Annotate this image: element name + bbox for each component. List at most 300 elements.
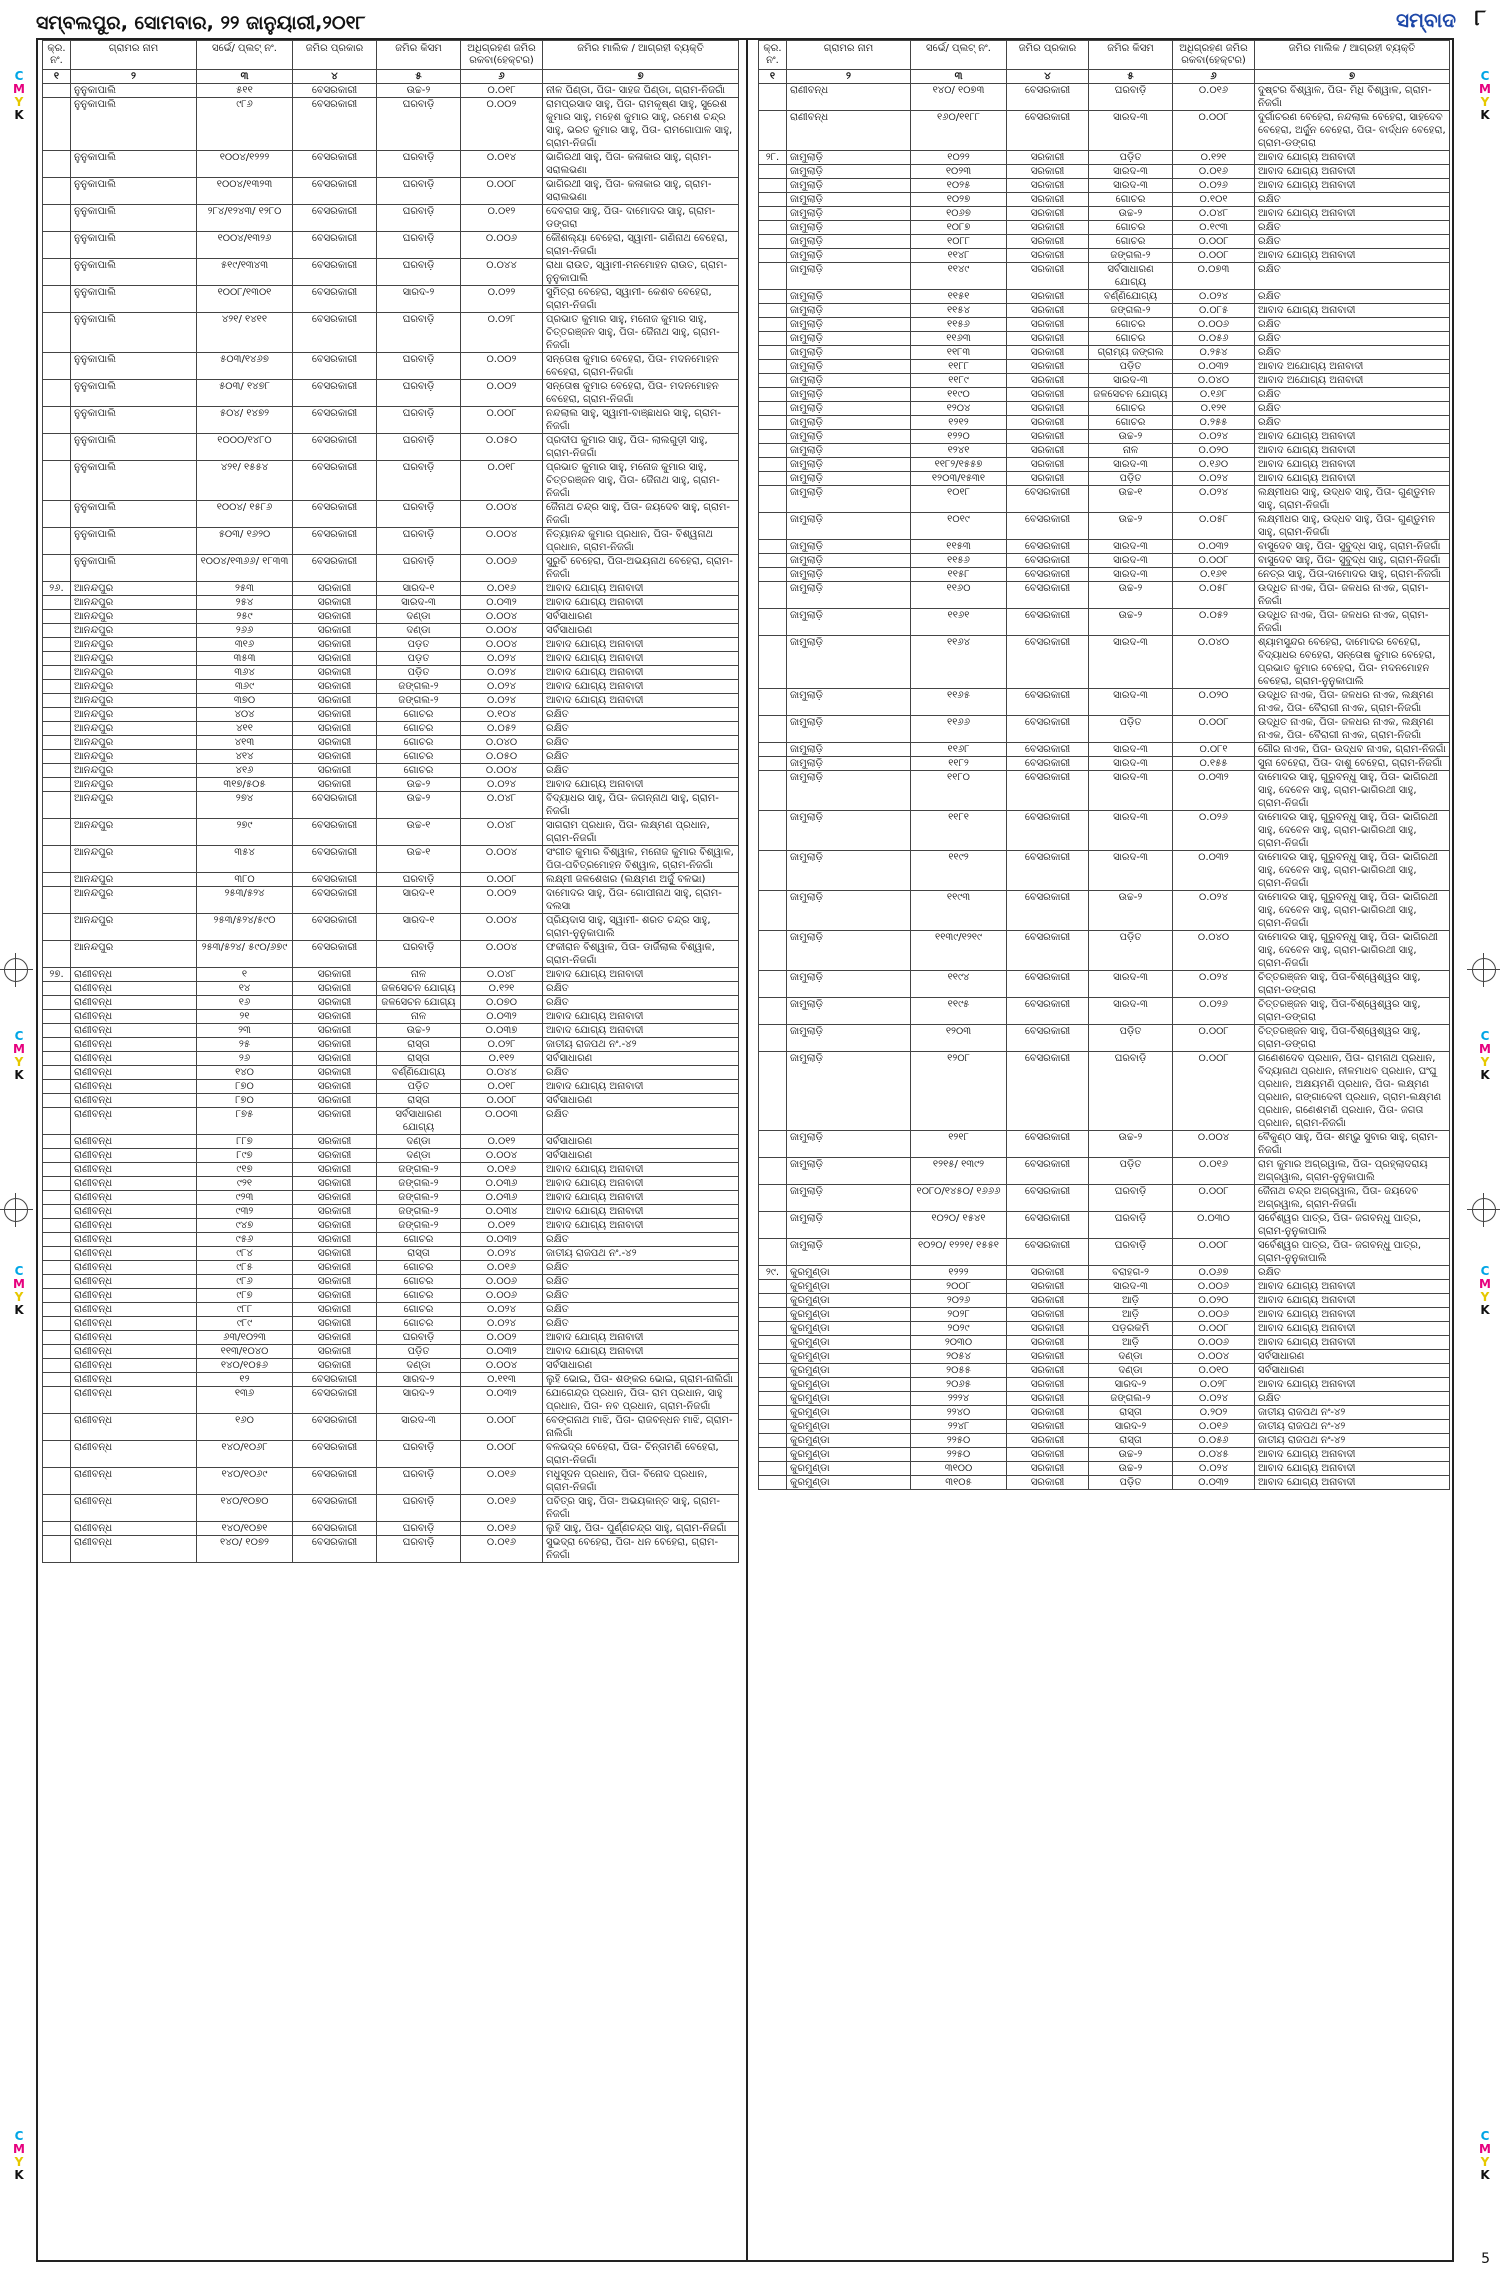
area-cell: ୦.୦୩୨ xyxy=(461,596,543,610)
plot-cell: ୯୮୮ xyxy=(197,1303,293,1317)
serial-cell xyxy=(43,259,71,286)
area-cell: ୦.୦୧୬ xyxy=(461,582,543,596)
table-row xyxy=(43,778,739,792)
plot-cell: ୮୮୭ xyxy=(197,1135,293,1149)
owner-cell: ପ୍ରଦୀପ କୁମାର ସାହୁ, ପିତା- ଲାଲଗୁଡ଼ୀ ସାହୁ, ଗ୍ରାମ-ନିଜଗାଁ xyxy=(543,434,739,461)
plot-cell: ୪୧୬ xyxy=(197,764,293,778)
land-class-cell: ଦଣ୍ଡା xyxy=(377,1359,461,1373)
area-cell: ୦.୦୦୮ xyxy=(1173,1239,1255,1266)
owner-cell: ଦୁର୍ଗାଚରଣ ବେହେରା, ନନ୍ଦଲାଲ ବେହେରା, ସାହଦେବ ବେହେରା, ଅର୍ଜ଼ୁନ ବେହେରା, ପିତା- ବାର୍ଦ୍ଧନ ବେହେରା, ଗ୍ରାମ-ଡଙ୍ଗରା xyxy=(1255,111,1450,151)
serial-cell xyxy=(43,1275,71,1289)
plot-cell: ୧୨୦୩/୧୫୩୧ xyxy=(911,472,1007,486)
serial-cell xyxy=(759,1308,787,1322)
owner-cell: ଆବାଦ ଯୋଗ୍ୟ ଅନାବାଦୀ xyxy=(543,778,739,792)
header-land-type: ଜମିର ପ୍ରକାର xyxy=(1007,41,1089,70)
plot-cell: ୧୦୦୪/୧୩୨୬ xyxy=(197,232,293,259)
serial-cell xyxy=(759,971,787,998)
table-row xyxy=(43,1468,739,1495)
table-row xyxy=(759,1308,1450,1322)
village-cell: ଜାମୁଲାଡ଼ି xyxy=(787,1158,911,1185)
owner-cell: ଆବାଦ ଯୋଗ୍ୟ ଅନାବାଦୀ xyxy=(1255,1378,1450,1392)
plot-cell: ୧୧୪୮ xyxy=(911,249,1007,263)
land-class-cell: ସାରଦ-୩ xyxy=(1089,1280,1173,1294)
serial-cell xyxy=(43,638,71,652)
village-cell: ଆନନ୍ଦପୁର xyxy=(71,652,197,666)
village-cell: ରାଣୀବନ୍ଧ xyxy=(71,1261,197,1275)
village-cell: ରାଣୀବନ୍ଧ xyxy=(71,1536,197,1563)
land-type-cell: ସରକାରୀ xyxy=(1007,388,1089,402)
plot-cell: ୧୨୦୩ xyxy=(911,1025,1007,1052)
column-number: ୫ xyxy=(377,70,461,84)
owner-cell: ରକ୍ଷିତ xyxy=(1255,235,1450,249)
area-cell: ୦.୦୨୦ xyxy=(1173,689,1255,716)
village-cell: ଜାମୁଲାଡ଼ି xyxy=(787,263,911,290)
land-type-cell: ସରକାରୀ xyxy=(1007,1350,1089,1364)
land-type-cell: ବେସରକାରୀ xyxy=(1007,851,1089,891)
table-row xyxy=(759,221,1450,235)
plot-cell: ୨୭୪ xyxy=(197,792,293,819)
village-cell: ଜାମୁଲାଡ଼ି xyxy=(787,444,911,458)
owner-cell: ଆବାଦ ଯୋଗ୍ୟ ଅନାବାଦୀ xyxy=(1255,179,1450,193)
area-cell: ୦.୦୧୨ xyxy=(461,1135,543,1149)
village-cell: ଜାମୁଲାଡ଼ି xyxy=(787,851,911,891)
serial-cell xyxy=(43,1149,71,1163)
table-row xyxy=(43,1261,739,1275)
area-cell: ୦.୦୦୨ xyxy=(461,353,543,380)
land-type-cell: ସରକାରୀ xyxy=(293,736,377,750)
village-cell: ଆନନ୍ଦପୁର xyxy=(71,736,197,750)
table-row xyxy=(43,555,739,582)
serial-cell xyxy=(759,998,787,1025)
plot-cell: ୧୧୮୩ xyxy=(911,346,1007,360)
area-cell: ୦.୦୪୦ xyxy=(1173,636,1255,689)
land-class-cell: ଜଳସେଚନ ଯୋଗ୍ୟ xyxy=(377,996,461,1010)
area-cell: ୦.୦୦୮ xyxy=(1173,1052,1255,1131)
land-type-cell: ସରକାରୀ xyxy=(293,666,377,680)
plot-cell: ୧ xyxy=(197,968,293,982)
plot-cell: ୧୦୮୮ xyxy=(911,235,1007,249)
land-type-cell: ବେସରକାରୀ xyxy=(293,1495,377,1522)
table-row xyxy=(43,1177,739,1191)
area-cell: ୦.୧୦୧ xyxy=(1173,193,1255,207)
owner-cell: ଭାଗିରଥୀ ସାହୁ, ପିତା- କଳାକାର ସାହୁ, ଗ୍ରାମ-ସରାଲଭଣା xyxy=(543,178,739,205)
serial-cell xyxy=(759,84,787,111)
area-cell: ୦.୦୫୨ xyxy=(461,722,543,736)
village-cell: ନୁନୁକାପାଲି xyxy=(71,205,197,232)
land-class-cell: ଗୋଚର xyxy=(1089,221,1173,235)
land-type-cell: ସରକାରୀ xyxy=(1007,263,1089,290)
area-cell: ୦.୦୨୪ xyxy=(461,1247,543,1261)
land-type-cell: ସରକାରୀ xyxy=(1007,290,1089,304)
area-cell: ୦.୦୦୬ xyxy=(1173,318,1255,332)
land-type-cell: ସରକାରୀ xyxy=(293,1359,377,1373)
plot-cell: ୧୦୦୪/୧୩୬୬/ ୧୮୩୩ xyxy=(197,555,293,582)
table-row xyxy=(759,1266,1450,1280)
plot-cell: ୧୦୬୭ xyxy=(911,207,1007,221)
serial-cell: ୨୯. xyxy=(759,1266,787,1280)
land-type-cell: ବେସରକାରୀ xyxy=(293,286,377,313)
land-type-cell: ସରକାରୀ xyxy=(1007,318,1089,332)
village-cell: ଜାମୁଲାଡ଼ି xyxy=(787,235,911,249)
plot-cell: ୧୦୦୦/୧୪୮୦ xyxy=(197,434,293,461)
owner-cell: ରାମ କୁମାର ଅଗ୍ରୱାଲ, ପିତା- ପ୍ରହ୍ଲାଦରାୟ ଅଗ୍ରୱାଲ, ଗ୍ରାମ-ନୁନୁକାପାଲି xyxy=(1255,1158,1450,1185)
owner-cell: ଶ୍ୟାମସୁନ୍ଦର ବେହେରା, ଦାମୋଦର ବେହେରା, ବିଦ୍ୟାଧର ବେହେରା, ସନ୍ତୋଷ କୁମାର ବେହେରା, ପ୍ରଭାତ କୁମାର ବେହେରା, ପିତା- ମଦନମୋହନ ବେହେରା, ଗ୍ରାମ-ନୁନୁକାପାଲି xyxy=(1255,636,1450,689)
column-number: ୩ xyxy=(911,70,1007,84)
owner-cell: ଆବାଦ ଯୋଗ୍ୟ ଅନାବାଦୀ xyxy=(1255,1448,1450,1462)
area-cell: ୦.୦୦୮ xyxy=(1173,249,1255,263)
owner-cell: ପ୍ରିୟଦାସ ସାହୁ, ସ୍ୱାମୀ- ଶରତ ଚନ୍ଦ୍ର ସାହୁ, ଗ୍ରାମ-ନୁନୁକାପାଲି xyxy=(543,914,739,941)
land-class-cell: ରାସ୍ତା xyxy=(377,1094,461,1108)
land-class-cell: ସାରଦ-୩ xyxy=(1089,554,1173,568)
land-class-cell: ପଡ଼ିତ xyxy=(1089,1158,1173,1185)
owner-cell: ଆବାଦ ଯୋଗ୍ୟ ଅନାବାଦୀ xyxy=(543,1024,739,1038)
serial-cell: ୨୬. xyxy=(43,582,71,596)
land-class-cell: ପଡ଼ିତ xyxy=(1089,151,1173,165)
table-row xyxy=(759,931,1450,971)
serial-cell xyxy=(759,851,787,891)
table-row xyxy=(759,998,1450,1025)
area-cell: ୦.୦୩୨ xyxy=(1173,771,1255,811)
owner-cell: ଆବାଦ ଯୋଗ୍ୟ ଅନାବାଦୀ xyxy=(543,1080,739,1094)
owner-cell: ଦାମୋଦର ସାହୁ, ଗୁରୁବନ୍ଧୁ ସାହୁ, ପିତା- ଭାଗିରଥୀ ସାହୁ, ଦେବେନ ସାହୁ, ଗ୍ରାମ-ଭାଗିରଥୀ ସାହୁ, ଗ୍ରାମ-ନିଜଗାଁ xyxy=(1255,811,1450,851)
area-cell: ୦.୦୮୫ xyxy=(1173,304,1255,318)
area-cell: ୦.୦୦୮ xyxy=(461,178,543,205)
owner-cell: ରକ୍ଷିତ xyxy=(1255,290,1450,304)
table-row xyxy=(759,360,1450,374)
owner-cell: ଆବାଦ ଯୋଗ୍ୟ ଅନାବାଦୀ xyxy=(1255,249,1450,263)
area-cell: ୦.୦୦୬ xyxy=(461,555,543,582)
plot-cell: ୯୮୫ xyxy=(197,1261,293,1275)
header-village: ଗ୍ରାମର ନାମ xyxy=(71,41,197,70)
owner-cell: ରକ୍ଷିତ xyxy=(543,708,739,722)
owner-cell: ରକ୍ଷିତ xyxy=(1255,416,1450,430)
table-row xyxy=(43,638,739,652)
owner-cell: ବିଦ୍ୟାଧର ସାହୁ, ପିତା- ଜଗନ୍ନାଥ ସାହୁ, ଗ୍ରାମ-ନିଜଗାଁ xyxy=(543,792,739,819)
area-cell: ୦.୦୨୪ xyxy=(461,666,543,680)
table-row xyxy=(759,332,1450,346)
table-row xyxy=(43,582,739,596)
plot-cell: ୨୫୯ xyxy=(197,610,293,624)
owner-cell: ନେତ୍ର ସାହୁ, ପିତା-ଦାମୋଦର ସାହୁ, ଗ୍ରାମ-ନିଜଗାଁ xyxy=(1255,568,1450,582)
owner-cell: ସର୍ବସାଧାରଣ xyxy=(543,1149,739,1163)
serial-cell xyxy=(759,263,787,290)
area-cell: ୦.୦୫୬ xyxy=(1173,332,1255,346)
plot-cell: ୯୫୬ xyxy=(197,1233,293,1247)
land-type-cell: ସରକାରୀ xyxy=(1007,1322,1089,1336)
land-class-cell: ଆଡ଼ି xyxy=(1089,1336,1173,1350)
area-cell: ୦.୦୨୦ xyxy=(1173,1294,1255,1308)
area-cell: ୦.୦୩୨ xyxy=(1173,540,1255,554)
serial-cell xyxy=(759,1294,787,1308)
owner-cell: ଜାତୀୟ ରାଜପଥ ନଂ.-୪୨ xyxy=(543,1038,739,1052)
land-class-cell: ଉଚ୍ଚ-୨ xyxy=(1089,1131,1173,1158)
serial-cell xyxy=(759,757,787,771)
serial-cell xyxy=(759,931,787,971)
plot-cell: ୧୬୦/୧୧୮୮ xyxy=(911,111,1007,151)
land-class-cell: ଘରବାଡ଼ି xyxy=(377,151,461,178)
area-cell: ୦.୦୩୪ xyxy=(461,1205,543,1219)
serial-cell xyxy=(43,610,71,624)
owner-cell: ସର୍ବସାଧାରଣ xyxy=(543,1094,739,1108)
plot-cell: ୧୦୦୪/୧୩୨୩ xyxy=(197,178,293,205)
owner-cell: ରକ୍ଷିତ xyxy=(543,982,739,996)
area-cell: ୦.୦୨୮ xyxy=(1173,1378,1255,1392)
land-type-cell: ବେସରକାରୀ xyxy=(1007,998,1089,1025)
land-type-cell: ସରକାରୀ xyxy=(1007,151,1089,165)
land-type-cell: ବେସରକାରୀ xyxy=(1007,716,1089,743)
land-type-cell: ସରକାରୀ xyxy=(1007,193,1089,207)
land-class-cell: ଘରବାଡ଼ି xyxy=(1089,1212,1173,1239)
village-cell: ରାଣୀବନ୍ଧ xyxy=(71,1522,197,1536)
land-type-cell: ବେସରକାରୀ xyxy=(1007,554,1089,568)
cmyk-color-bar: C M Y K xyxy=(13,69,25,122)
table-row xyxy=(759,1239,1450,1266)
owner-cell: ଆବାଦ ଯୋଗ୍ୟ ଅନାବାଦୀ xyxy=(543,1331,739,1345)
table-row xyxy=(43,1038,739,1052)
left-table-body xyxy=(43,84,739,1563)
owner-cell: ଲୁହି ଭୋଇ, ପିତା- ଶଙ୍କର ଭୋଇ, ଗ୍ରାମ-ନାଲିଗାଁ xyxy=(543,1373,739,1387)
land-type-cell: ସରକାରୀ xyxy=(293,1052,377,1066)
land-type-cell: ସରକାରୀ xyxy=(293,624,377,638)
area-cell: ୦.୧୫୫ xyxy=(1173,757,1255,771)
plot-cell: ୩୧୭/୫୦୫ xyxy=(197,778,293,792)
land-class-cell: ସାରଦ-୧ xyxy=(377,582,461,596)
land-class-cell: ଘରବାଡ଼ି xyxy=(1089,1185,1173,1212)
area-cell: ୦.୦୧୬ xyxy=(461,1261,543,1275)
village-cell: ଜାମୁଲାଡ଼ି xyxy=(787,486,911,513)
area-cell: ୦.୦୨୪ xyxy=(1173,891,1255,931)
plot-cell: ୩୮୦ xyxy=(197,873,293,887)
table-row xyxy=(43,1191,739,1205)
plot-cell: ୮୭୦ xyxy=(197,1094,293,1108)
serial-cell xyxy=(43,1038,71,1052)
area-cell: ୦.୦୩୨ xyxy=(461,1387,543,1414)
plot-cell: ୨୫୩/୫୨୪/ ୫୯୦/୬୭୯ xyxy=(197,941,293,968)
table-row xyxy=(759,1420,1450,1434)
owner-cell: ସୁଭଦ୍ରା ବେହେରା, ପିତା- ଧନ ବେହେରା, ଗ୍ରାମ-ନିଜଗାଁ xyxy=(543,1536,739,1563)
owner-cell: ଦୁଷ୍ଟର ବିଶ୍ୱାଳ, ପିତା- ମିଧି ବିଶ୍ୱାଳ, ଗ୍ରାମ-ନିଜଗାଁ xyxy=(1255,84,1450,111)
owner-cell: ଆବାଦ ଯୋଗ୍ୟ ଅନାବାଦୀ xyxy=(1255,1294,1450,1308)
village-cell: ଜାମୁଲାଡ଼ି xyxy=(787,332,911,346)
table-row xyxy=(43,996,739,1010)
table-row xyxy=(759,1025,1450,1052)
plot-cell: ୩୭୦ xyxy=(197,694,293,708)
area-cell: ୦.୦୦୮ xyxy=(461,407,543,434)
serial-cell xyxy=(759,374,787,388)
serial-cell xyxy=(43,1359,71,1373)
land-class-cell: ଜଙ୍ଗଲ-୨ xyxy=(377,1205,461,1219)
village-cell: ଜାମୁଲାଡ଼ି xyxy=(787,716,911,743)
serial-cell xyxy=(759,111,787,151)
table-row xyxy=(759,235,1450,249)
table-row xyxy=(43,792,739,819)
owner-cell: ଉଦ୍ଧିତ ନାଏକ, ପିତା- ଜଳଧର ନାଏକ, ଲକ୍ଷ୍ମଣ ନାଏକ, ପିତା- ବୈରାଗୀ ନାଏକ, ଗ୍ରାମ-ନିଜଗାଁ xyxy=(1255,716,1450,743)
area-cell: ୦.୦୦୪ xyxy=(461,764,543,778)
table-row xyxy=(759,1476,1450,1490)
village-cell: ଜାମୁଲାଡ଼ି xyxy=(787,1239,911,1266)
serial-cell xyxy=(43,1522,71,1536)
owner-cell: ଗଣେଶଦେବ ପ୍ରଧାନ, ପିତା- ରାମନାଥ ପ୍ରଧାନ, ବିଦ୍ୟାନାଥ ପ୍ରଧାନ, ନୀଳମାଧବ ପ୍ରଧାନ, ଘଂଘୁ ପ୍ରଧାନ, ଅକ୍ଷୟମଣି ପ୍ରଧାନ, ପିତା- ଲକ୍ଷ୍ମଣ ପ୍ରଧାନ, ଗଙ୍ଗାଦେବୀ ପ୍ରଧାନ, ଗ୍ରାମ-ଲକ୍ଷ୍ମଣ ପ୍ରଧାନ, ଗଣେଶମଣି ପ୍ରଧାନ, ପିତା- ଜଗତା ପ୍ରଧାନ, ଗ୍ରାମ-ନିଜଗାଁ xyxy=(1255,1052,1450,1131)
serial-cell xyxy=(759,636,787,689)
area-cell: ୦.୧୬୮ xyxy=(1173,388,1255,402)
table-row xyxy=(43,914,739,941)
village-cell: ନୁନୁକାପାଲି xyxy=(71,407,197,434)
serial-cell xyxy=(43,353,71,380)
village-cell: ରାଣୀବନ୍ଧ xyxy=(71,1387,197,1414)
land-type-cell: ସରକାରୀ xyxy=(1007,1462,1089,1476)
area-cell: ୦.୦୧୨ xyxy=(461,1219,543,1233)
land-class-cell: ଉଚ୍ଚ-୨ xyxy=(377,792,461,819)
table-row xyxy=(43,178,739,205)
area-cell: ୦.୦୪୪ xyxy=(461,1066,543,1080)
serial-cell xyxy=(759,513,787,540)
land-type-cell: ସରକାରୀ xyxy=(293,652,377,666)
land-type-cell: ସରକାରୀ xyxy=(1007,1378,1089,1392)
land-type-cell: ସରକାରୀ xyxy=(1007,1308,1089,1322)
area-cell: ୦.୦୨୪ xyxy=(1173,971,1255,998)
area-cell: ୦.୦୨୬ xyxy=(1173,998,1255,1025)
table-header-row xyxy=(43,41,739,70)
land-class-cell: ଘରବାଡ଼ି xyxy=(377,380,461,407)
column-number: ୫ xyxy=(1089,70,1173,84)
plot-cell: ୧୧୬୦ xyxy=(911,582,1007,609)
owner-cell: ଚିତ୍ତରଞ୍ଜନ ସାହୁ, ପିତା-ବିଶ୍ୱେଶ୍ୱର ସାହୁ, ଗ୍ରାମ-ଡଙ୍ଗରା xyxy=(1255,971,1450,998)
plot-cell: ୧୧୩/୧୦୪୦ xyxy=(197,1345,293,1359)
village-cell: ରାଣୀବନ୍ଧ xyxy=(71,1317,197,1331)
header-land-type: ଜମିର ପ୍ରକାର xyxy=(293,41,377,70)
column-number-row xyxy=(759,70,1450,84)
plot-cell: ୨୬୬ xyxy=(197,624,293,638)
village-cell: ନୁନୁକାପାଲି xyxy=(71,353,197,380)
land-class-cell: ସାରଦ-୩ xyxy=(1089,179,1173,193)
village-cell: ରାଣୀବନ୍ଧ xyxy=(71,1414,197,1441)
plot-cell: ୧୩୬ xyxy=(197,1387,293,1414)
village-cell: ଜାମୁଲାଡ଼ି xyxy=(787,636,911,689)
village-cell: ରାଣୀବନ୍ଧ xyxy=(71,1233,197,1247)
plot-cell: ୧୧୮୦ xyxy=(911,771,1007,811)
land-type-cell: ସରକାରୀ xyxy=(1007,1420,1089,1434)
land-class-cell: ସାରଦ-୩ xyxy=(1089,743,1173,757)
plot-cell: ୨୮୪/୧୨୪୩/ ୧୨୮୦ xyxy=(197,205,293,232)
land-class-cell: ସାରଦ-୩ xyxy=(1089,811,1173,851)
serial-cell xyxy=(43,1303,71,1317)
land-type-cell: ସରକାରୀ xyxy=(293,1080,377,1094)
serial-cell xyxy=(43,1289,71,1303)
village-cell: ଆନନ୍ଦପୁର xyxy=(71,873,197,887)
serial-cell xyxy=(759,609,787,636)
area-cell: ୦.୦୩୨ xyxy=(1173,360,1255,374)
area-cell: ୦.୦୩୨ xyxy=(1173,1476,1255,1490)
header-survey: ସର୍ଭେ/ ପ୍ଲଟ୍ ନଂ. xyxy=(911,41,1007,70)
plot-cell: ୧୪୦/୧୦୬୮ xyxy=(197,1441,293,1468)
village-cell: ଆନନ୍ଦପୁର xyxy=(71,722,197,736)
area-cell: ୦.୦୫୨ xyxy=(1173,609,1255,636)
land-type-cell: ବେସରକାରୀ xyxy=(1007,1131,1089,1158)
land-class-cell: ଆଡ଼ି xyxy=(1089,1294,1173,1308)
table-row xyxy=(759,111,1450,151)
owner-cell: ସାଗରାମ ପ୍ରଧାନ, ପିତା- ଲକ୍ଷ୍ମଣ ପ୍ରଧାନ, ଗ୍ରାମ-ନିଜଗାଁ xyxy=(543,819,739,846)
land-type-cell: ସରକାରୀ xyxy=(1007,374,1089,388)
village-cell: ରାଣୀବନ୍ଧ xyxy=(71,1108,197,1135)
village-cell: ଆନନ୍ଦପୁର xyxy=(71,708,197,722)
land-type-cell: ବେସରକାରୀ xyxy=(293,178,377,205)
area-cell: ୦.୦୦୬ xyxy=(461,232,543,259)
serial-cell xyxy=(43,98,71,151)
area-cell: ୦.୦୦୮ xyxy=(461,1414,543,1441)
village-cell: ରାଣୀବନ୍ଧ xyxy=(71,1441,197,1468)
owner-cell: ରକ୍ଷିତ xyxy=(1255,318,1450,332)
village-cell: ରାଣୀବନ୍ଧ xyxy=(71,1205,197,1219)
serial-cell xyxy=(759,743,787,757)
serial-cell xyxy=(759,1406,787,1420)
table-row xyxy=(759,1336,1450,1350)
area-cell: ୦.୦୦୪ xyxy=(461,501,543,528)
table-row xyxy=(759,1185,1450,1212)
plot-cell: ୩୬୯ xyxy=(197,680,293,694)
owner-cell: ଆବାଦ ଯୋଗ୍ୟ ଅନାବାଦୀ xyxy=(543,1010,739,1024)
owner-cell: ରକ୍ଷିତ xyxy=(543,1303,739,1317)
plot-cell: ୧୧୬୪ xyxy=(911,636,1007,689)
village-cell: ଜାମୁଲାଡ଼ି xyxy=(787,193,911,207)
plot-cell: ୯୮୯ xyxy=(197,1317,293,1331)
table-row xyxy=(43,680,739,694)
area-cell: ୦.୦୩୨ xyxy=(461,1345,543,1359)
serial-cell xyxy=(759,1420,787,1434)
plot-cell: ୮୯୭ xyxy=(197,1149,293,1163)
village-cell: ରାଣୀବନ୍ଧ xyxy=(71,1191,197,1205)
serial-cell xyxy=(759,290,787,304)
area-cell: ୦.୦୨୪ xyxy=(461,1303,543,1317)
land-class-cell: ସାରଦ-୩ xyxy=(1089,851,1173,891)
table-row xyxy=(43,1247,739,1261)
serial-cell xyxy=(43,1414,71,1441)
village-cell: ଜାମୁଲାଡ଼ି xyxy=(787,458,911,472)
owner-cell: ରକ୍ଷିତ xyxy=(543,722,739,736)
plot-cell: ୧୬୦ xyxy=(197,1414,293,1441)
plot-cell: ୧୨୦୪ xyxy=(911,402,1007,416)
column-number: ୧ xyxy=(759,70,787,84)
land-class-cell: ଗୋଚର xyxy=(377,764,461,778)
area-cell: ୦.୦୩୨ xyxy=(1173,851,1255,891)
owner-cell: ସର୍ବସାଧାରଣ xyxy=(543,624,739,638)
table-row xyxy=(43,501,739,528)
owner-cell: ପବିତ୍ର ସାହୁ, ପିତା- ଅଭୟକାନ୍ତ ସାହୁ, ଗ୍ରାମ-ନିଜଗାଁ xyxy=(543,1495,739,1522)
plot-cell: ୫୦୩/୧୪୬୭ xyxy=(197,353,293,380)
owner-cell: ଜୈନାଥ ଚନ୍ଦ୍ର ଅଗ୍ରୱାଲ, ପିତା- ଜୟଦେବ ଅଗ୍ରୱାଲ, ଗ୍ରାମ-ନିଜଗାଁ xyxy=(1255,1185,1450,1212)
land-class-cell: ଗୋଚର xyxy=(377,1303,461,1317)
village-cell: ଜାମୁଲାଡ଼ି xyxy=(787,151,911,165)
owner-cell: ରକ୍ଷିତ xyxy=(543,1289,739,1303)
serial-cell xyxy=(759,221,787,235)
village-cell: ଜାମୁଲାଡ଼ି xyxy=(787,207,911,221)
plot-cell: ୧୧୫୧ xyxy=(911,290,1007,304)
area-cell: ୦.୦୧୨ xyxy=(461,205,543,232)
table-row xyxy=(43,232,739,259)
serial-cell xyxy=(43,1317,71,1331)
owner-cell: ଲକ୍ଷ୍ମୀଧର ସାହୁ, ଉଦ୍ଧବ ସାହୁ, ପିତା- ଗୁଣ୍ଡୁମନ ସାହୁ, ଗ୍ରାମ-ନିଜଗାଁ xyxy=(1255,486,1450,513)
village-cell: ଜାମୁଲାଡ଼ି xyxy=(787,554,911,568)
village-cell: କୁରମୁଣ୍ଡା xyxy=(787,1308,911,1322)
village-cell: ଜାମୁଲାଡ଼ି xyxy=(787,931,911,971)
land-type-cell: ବେସରକାରୀ xyxy=(293,819,377,846)
table-row xyxy=(43,1522,739,1536)
plot-cell: ୧୧୯୦ xyxy=(911,388,1007,402)
plot-cell: ୧୦୨୦/ ୧୨୨୧/ ୧୫୫୧ xyxy=(911,1239,1007,1266)
owner-cell: ଆବାଦ ଯୋଗ୍ୟ ଅନାବାଦୀ xyxy=(543,1177,739,1191)
village-cell: ରାଣୀବନ୍ଧ xyxy=(71,1163,197,1177)
table-row xyxy=(759,1212,1450,1239)
table-row xyxy=(43,819,739,846)
